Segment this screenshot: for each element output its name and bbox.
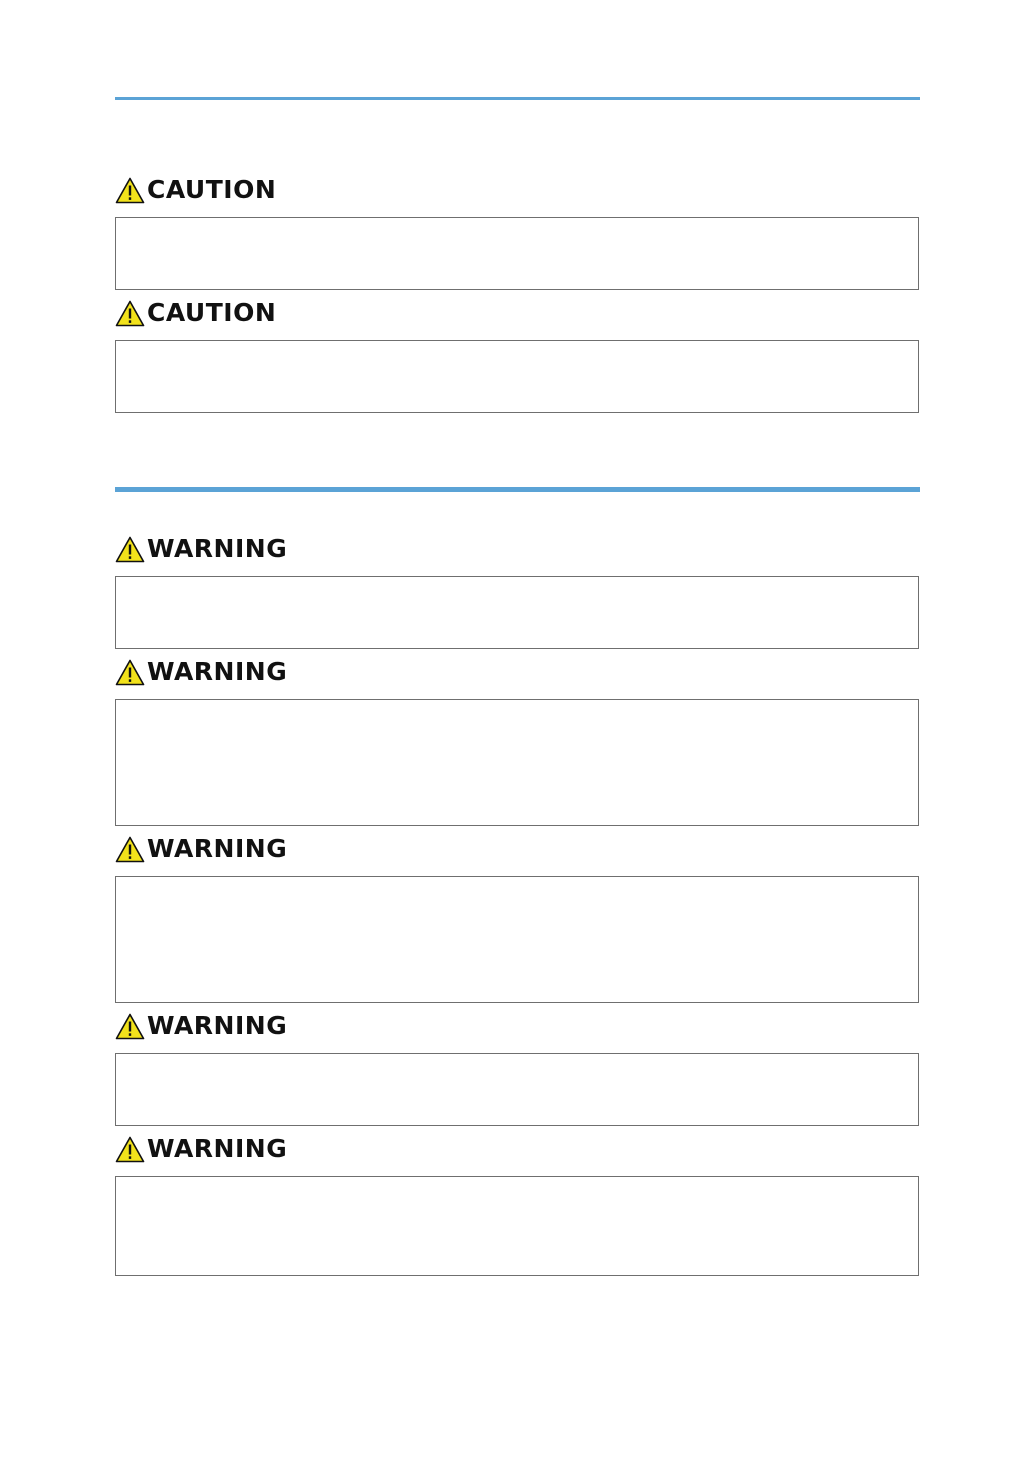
warning-triangle-icon — [115, 300, 145, 327]
section-rule — [115, 487, 920, 492]
warning-box — [115, 876, 919, 1003]
caution-heading — [115, 298, 276, 328]
warning-triangle-icon — [115, 659, 145, 686]
warning-triangle-icon — [115, 536, 145, 563]
warning-box — [115, 576, 919, 649]
warning-box — [115, 1176, 919, 1276]
warning-label: WARNING — [147, 834, 288, 863]
warning-triangle-icon — [115, 1136, 145, 1163]
warning-label: WARNING — [147, 534, 288, 563]
warning-heading — [115, 657, 287, 687]
warning-box — [115, 699, 919, 826]
warning-triangle-icon — [115, 1013, 145, 1040]
section-rule-top — [115, 97, 920, 100]
warning-heading — [115, 1011, 287, 1041]
warning-triangle-icon — [115, 836, 145, 863]
warning-heading — [115, 534, 287, 564]
warning-heading — [115, 834, 287, 864]
warning-box — [115, 1053, 919, 1126]
warning-label: WARNING — [147, 1011, 288, 1040]
warning-label: WARNING — [147, 657, 288, 686]
warning-heading — [115, 1134, 287, 1164]
caution-label: CAUTION — [147, 298, 277, 327]
caution-heading — [115, 175, 276, 205]
caution-box — [115, 340, 919, 413]
caution-box — [115, 217, 919, 290]
warning-triangle-icon — [115, 177, 145, 204]
caution-label: CAUTION — [147, 175, 277, 204]
warning-label: WARNING — [147, 1134, 288, 1163]
